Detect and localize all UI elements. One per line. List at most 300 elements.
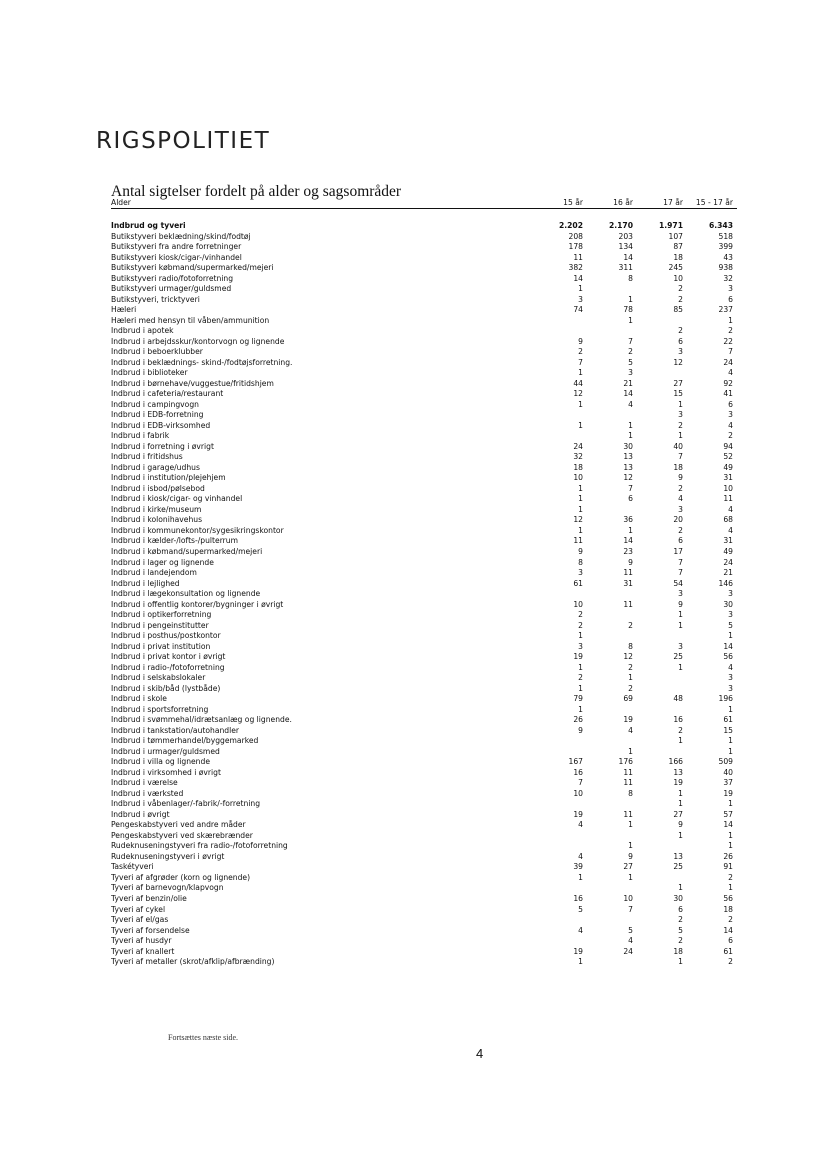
value-16 bbox=[583, 736, 633, 747]
value-15: 1 bbox=[578, 704, 583, 714]
value-16: 21 bbox=[623, 378, 633, 388]
value-16: 5 bbox=[628, 357, 633, 367]
table-row bbox=[111, 505, 737, 516]
value-16: 10 bbox=[623, 894, 633, 903]
value-total: 3 bbox=[728, 410, 733, 420]
value-17: 9 bbox=[678, 820, 683, 830]
value-15 bbox=[531, 799, 583, 810]
value-15: 3 bbox=[578, 568, 583, 578]
row-label: Indbrud i værksted bbox=[111, 788, 184, 798]
value-15 bbox=[531, 841, 583, 852]
value-17: 7 bbox=[678, 557, 683, 567]
row-label: Tyveri af cykel bbox=[111, 904, 166, 914]
value-total: 61 bbox=[723, 715, 733, 725]
value-15: 44 bbox=[573, 378, 583, 388]
value-17: 107 bbox=[668, 231, 683, 241]
value-15 bbox=[531, 915, 583, 926]
row-label: Tyveri af benzin/olie bbox=[111, 894, 187, 903]
value-total: 40 bbox=[723, 767, 733, 777]
value-15: 2 bbox=[578, 673, 583, 683]
row-label: Indbrud i EDB-forretning bbox=[111, 410, 204, 420]
value-15: 1 bbox=[578, 420, 583, 430]
value-17: 245 bbox=[668, 263, 683, 273]
table-row bbox=[111, 515, 737, 526]
value-15: 1 bbox=[578, 494, 583, 504]
value-16: 2 bbox=[628, 347, 633, 357]
value-15: 1 bbox=[578, 683, 583, 693]
table-row bbox=[111, 494, 737, 505]
table-row bbox=[111, 947, 737, 958]
value-total: 14 bbox=[723, 820, 733, 830]
value-total: 3 bbox=[728, 683, 733, 693]
value-16: 7 bbox=[628, 904, 633, 914]
value-15: 4 bbox=[578, 851, 583, 861]
value-16 bbox=[583, 957, 633, 968]
value-total: 3 bbox=[728, 610, 733, 620]
row-label: Indbrud i våbenlager/-fabrik/-forretning bbox=[111, 799, 261, 809]
table-row bbox=[111, 726, 737, 737]
table-row bbox=[111, 873, 737, 884]
row-label: Tyveri af metaller (skrot/afklip/afbrænding) bbox=[111, 957, 275, 967]
value-15: 16 bbox=[573, 767, 583, 777]
row-label: Butikstyveri, tricktyveri bbox=[111, 294, 200, 304]
value-16: 12 bbox=[623, 652, 633, 662]
value-15 bbox=[531, 410, 583, 421]
value-16: 9 bbox=[628, 557, 633, 567]
row-label: Indbrud i børnehave/vuggestue/fritidshjem bbox=[111, 378, 274, 388]
value-15: 9 bbox=[578, 725, 583, 735]
value-total: 32 bbox=[723, 273, 733, 283]
row-label: Indbrud i tømmerhandel/byggemarked bbox=[111, 736, 259, 746]
row-label: Tyveri af knallert bbox=[111, 946, 175, 956]
value-15: 19 bbox=[573, 809, 583, 819]
row-label: Indbrud i beboerklubber bbox=[111, 347, 203, 357]
value-total: 509 bbox=[718, 757, 733, 767]
value-16: 311 bbox=[618, 263, 633, 273]
section-row bbox=[111, 221, 737, 232]
value-17: 85 bbox=[673, 305, 683, 315]
table-row bbox=[111, 326, 737, 337]
value-15: 1 bbox=[578, 872, 583, 882]
value-15: 24 bbox=[573, 441, 583, 451]
table-row bbox=[111, 558, 737, 569]
value-17: 1 bbox=[678, 736, 683, 746]
value-total: 2 bbox=[728, 957, 733, 967]
logo-rigspolitiet: RIGSPOLITIET bbox=[96, 128, 271, 154]
row-label: Indbrud i garage/udhus bbox=[111, 462, 200, 472]
value-total: 18 bbox=[723, 904, 733, 914]
table-row bbox=[111, 631, 737, 642]
table-row bbox=[111, 642, 737, 653]
value-17: 1 bbox=[678, 620, 683, 630]
value-15: 61 bbox=[573, 578, 583, 588]
row-label: Indbrud i villa og lignende bbox=[111, 757, 210, 767]
value-total: 31 bbox=[723, 473, 733, 483]
value-15 bbox=[531, 326, 583, 337]
value-17: 12 bbox=[673, 357, 683, 367]
value-15: 1 bbox=[578, 525, 583, 535]
value-15: 10 bbox=[573, 473, 583, 483]
table-row bbox=[111, 526, 737, 537]
row-label: Hæleri med hensyn til våben/ammunition bbox=[111, 315, 270, 325]
row-label: Indbrud i kiosk/cigar- og vinhandel bbox=[111, 494, 243, 504]
value-16 bbox=[583, 610, 633, 621]
value-15 bbox=[531, 936, 583, 947]
row-label: Tyveri af el/gas bbox=[111, 915, 169, 925]
table-row bbox=[111, 715, 737, 726]
table-row bbox=[111, 400, 737, 411]
value-total: 4 bbox=[728, 662, 733, 672]
value-16: 1 bbox=[628, 431, 633, 441]
table-row bbox=[111, 295, 737, 306]
value-15: 9 bbox=[578, 546, 583, 556]
value-17 bbox=[633, 316, 683, 327]
value-total: 22 bbox=[723, 336, 733, 346]
value-total: 3 bbox=[728, 284, 733, 294]
row-label: Indbrud i virksomhed i øvrigt bbox=[111, 767, 221, 777]
row-label: Indbrud i arbejdsskur/kontorvogn og lignende bbox=[111, 336, 285, 346]
value-15: 11 bbox=[573, 252, 583, 262]
value-15: 1 bbox=[578, 631, 583, 641]
row-label: Indbrud i købmand/supermarked/mejeri bbox=[111, 546, 263, 556]
table-row bbox=[111, 905, 737, 916]
value-17: 7 bbox=[678, 452, 683, 462]
row-label: Indbrud i pengeinstitutter bbox=[111, 620, 209, 630]
value-16: 2 bbox=[628, 620, 633, 630]
value-16: 13 bbox=[623, 452, 633, 462]
value-total: 61 bbox=[723, 946, 733, 956]
value-15: 39 bbox=[573, 862, 583, 872]
value-16: 14 bbox=[623, 536, 633, 546]
row-label: Butikstyveri urmager/guldsmed bbox=[111, 284, 232, 294]
table-row bbox=[111, 274, 737, 285]
value-total: 4 bbox=[728, 504, 733, 514]
table-row bbox=[111, 284, 737, 295]
value-total: 37 bbox=[723, 778, 733, 788]
value-16: 12 bbox=[623, 473, 633, 483]
value-15: 1 bbox=[578, 399, 583, 409]
value-17: 25 bbox=[673, 652, 683, 662]
value-total: 2 bbox=[728, 915, 733, 925]
value-total: 2 bbox=[728, 872, 733, 882]
value-16: 11 bbox=[623, 809, 633, 819]
value-15 bbox=[531, 736, 583, 747]
value-17: 4 bbox=[678, 494, 683, 504]
value-15: 7 bbox=[578, 778, 583, 788]
value-17: 6 bbox=[678, 336, 683, 346]
row-label: Rudeknuseningstyveri i øvrigt bbox=[111, 851, 225, 861]
value-16: 1 bbox=[628, 841, 633, 851]
table-row bbox=[111, 705, 737, 716]
table-row bbox=[111, 379, 737, 390]
value-15: 2 bbox=[578, 620, 583, 630]
value-16: 6 bbox=[628, 494, 633, 504]
value-16 bbox=[583, 589, 633, 600]
value-17 bbox=[633, 747, 683, 758]
value-17: 2 bbox=[678, 420, 683, 430]
value-17: 15 bbox=[673, 389, 683, 399]
value-16: 2 bbox=[628, 683, 633, 693]
value-15: 2 bbox=[578, 347, 583, 357]
table-row bbox=[111, 841, 737, 852]
row-label: Indbrud i øvrigt bbox=[111, 809, 170, 819]
value-17: 1 bbox=[678, 957, 683, 967]
value-total: 1 bbox=[728, 841, 733, 851]
section-value-17: 1.971 bbox=[658, 221, 683, 230]
value-16: 14 bbox=[623, 389, 633, 399]
value-total: 5 bbox=[728, 620, 733, 630]
value-15: 1 bbox=[578, 957, 583, 967]
value-15: 1 bbox=[578, 662, 583, 672]
value-17: 1 bbox=[678, 662, 683, 672]
table-row bbox=[111, 337, 737, 348]
value-16: 1 bbox=[628, 420, 633, 430]
column-header-age: Alder bbox=[111, 198, 131, 207]
table-row bbox=[111, 862, 737, 873]
value-16 bbox=[583, 883, 633, 894]
row-label: Indbrud i fritidshus bbox=[111, 452, 183, 462]
value-15: 208 bbox=[568, 231, 583, 241]
value-total: 399 bbox=[718, 242, 733, 252]
value-total: 3 bbox=[728, 673, 733, 683]
row-label: Hæleri bbox=[111, 305, 137, 315]
table-row bbox=[111, 589, 737, 600]
section-value-total: 6.343 bbox=[708, 221, 733, 230]
value-total: 26 bbox=[723, 851, 733, 861]
row-label: Tyveri af barnevogn/klapvogn bbox=[111, 883, 224, 893]
row-label: Indbrud i isbod/pølsebod bbox=[111, 483, 205, 493]
value-total: 56 bbox=[723, 894, 733, 903]
value-17: 3 bbox=[678, 589, 683, 599]
value-16: 31 bbox=[623, 578, 633, 588]
value-total: 146 bbox=[718, 578, 733, 588]
value-17: 27 bbox=[673, 809, 683, 819]
value-16: 23 bbox=[623, 546, 633, 556]
value-17: 2 bbox=[678, 294, 683, 304]
value-17: 2 bbox=[678, 915, 683, 925]
value-16: 1 bbox=[628, 746, 633, 756]
value-total: 237 bbox=[718, 305, 733, 315]
table-row bbox=[111, 242, 737, 253]
table-row bbox=[111, 831, 737, 842]
table-row bbox=[111, 536, 737, 547]
value-16: 19 bbox=[623, 715, 633, 725]
value-17: 10 bbox=[673, 273, 683, 283]
table-row bbox=[111, 547, 737, 558]
value-16 bbox=[583, 831, 633, 842]
row-label: Butikstyveri radio/fotoforretning bbox=[111, 273, 234, 283]
value-15: 3 bbox=[578, 641, 583, 651]
value-15: 8 bbox=[578, 557, 583, 567]
value-16: 14 bbox=[623, 252, 633, 262]
value-16: 27 bbox=[623, 862, 633, 872]
table-row bbox=[111, 894, 737, 905]
row-label: Indbrud i lejlighed bbox=[111, 578, 180, 588]
value-15: 1 bbox=[578, 368, 583, 378]
value-total: 518 bbox=[718, 231, 733, 241]
table-row bbox=[111, 810, 737, 821]
value-17 bbox=[633, 673, 683, 684]
value-total: 91 bbox=[723, 862, 733, 872]
value-16 bbox=[583, 410, 633, 421]
row-label: Indbrud i kolonihavehus bbox=[111, 515, 203, 525]
value-17: 5 bbox=[678, 925, 683, 935]
value-15 bbox=[531, 589, 583, 600]
value-17: 13 bbox=[673, 851, 683, 861]
column-header-15: 15 år bbox=[563, 198, 583, 207]
value-total: 24 bbox=[723, 557, 733, 567]
table-row bbox=[111, 389, 737, 400]
value-total: 6 bbox=[728, 936, 733, 946]
value-15: 9 bbox=[578, 336, 583, 346]
table-row bbox=[111, 621, 737, 632]
value-17 bbox=[633, 684, 683, 695]
table-row bbox=[111, 410, 737, 421]
value-17 bbox=[633, 705, 683, 716]
row-label: Butikstyveri kiosk/cigar-/vinhandel bbox=[111, 252, 242, 262]
value-total: 21 bbox=[723, 568, 733, 578]
value-16: 134 bbox=[618, 242, 633, 252]
value-17: 2 bbox=[678, 725, 683, 735]
value-total: 4 bbox=[728, 368, 733, 378]
table-row bbox=[111, 789, 737, 800]
row-label: Butikstyveri fra andre forretninger bbox=[111, 242, 242, 252]
value-15 bbox=[531, 431, 583, 442]
value-16: 8 bbox=[628, 788, 633, 798]
row-label: Indbrud i posthus/postkontor bbox=[111, 631, 221, 641]
row-label: Indbrud i kommunekontor/sygesikringskontor bbox=[111, 525, 284, 535]
value-16: 8 bbox=[628, 641, 633, 651]
table-row bbox=[111, 915, 737, 926]
value-total: 6 bbox=[728, 294, 733, 304]
row-label: Indbrud i radio-/fotoforretning bbox=[111, 662, 225, 672]
table-row bbox=[111, 936, 737, 947]
section-value-16: 2.170 bbox=[608, 221, 633, 230]
row-label: Taskétyveri bbox=[111, 862, 154, 872]
value-15 bbox=[531, 831, 583, 842]
value-total: 56 bbox=[723, 652, 733, 662]
value-17: 3 bbox=[678, 641, 683, 651]
value-total: 1 bbox=[728, 704, 733, 714]
table-row bbox=[111, 663, 737, 674]
value-17: 2 bbox=[678, 936, 683, 946]
row-label: Indbrud i sportsforretning bbox=[111, 704, 209, 714]
row-label: Indbrud i fabrik bbox=[111, 431, 170, 441]
row-label: Pengeskabstyveri ved skærebrænder bbox=[111, 830, 253, 840]
table-row bbox=[111, 957, 737, 968]
table-row bbox=[111, 368, 737, 379]
value-total: 49 bbox=[723, 546, 733, 556]
table-row bbox=[111, 232, 737, 243]
table-body bbox=[111, 232, 737, 968]
section-value-15: 2.202 bbox=[558, 221, 583, 230]
table-row bbox=[111, 652, 737, 663]
value-total: 92 bbox=[723, 378, 733, 388]
value-17: 3 bbox=[678, 504, 683, 514]
table-row bbox=[111, 421, 737, 432]
value-16: 203 bbox=[618, 231, 633, 241]
value-17: 1 bbox=[678, 799, 683, 809]
value-total: 57 bbox=[723, 809, 733, 819]
table-row bbox=[111, 347, 737, 358]
value-total: 6 bbox=[728, 399, 733, 409]
value-15 bbox=[531, 747, 583, 758]
row-label: Tyveri af afgrøder (korn og lignende) bbox=[111, 872, 251, 882]
value-15: 19 bbox=[573, 652, 583, 662]
row-label: Indbrud i svømmehal/idrætsanlæg og lignende. bbox=[111, 715, 292, 725]
value-16: 4 bbox=[628, 399, 633, 409]
value-17: 87 bbox=[673, 242, 683, 252]
value-15: 18 bbox=[573, 462, 583, 472]
value-total: 2 bbox=[728, 326, 733, 336]
row-label: Indbrud i skib/båd (lystbåde) bbox=[111, 683, 221, 693]
value-total: 938 bbox=[718, 263, 733, 273]
table-row bbox=[111, 736, 737, 747]
value-17 bbox=[633, 873, 683, 884]
table-row bbox=[111, 579, 737, 590]
row-label: Indbrud i privat kontor i øvrigt bbox=[111, 652, 226, 662]
value-15: 3 bbox=[578, 294, 583, 304]
value-16 bbox=[583, 631, 633, 642]
value-17: 1 bbox=[678, 610, 683, 620]
value-total: 43 bbox=[723, 252, 733, 262]
value-total: 7 bbox=[728, 347, 733, 357]
table-row bbox=[111, 263, 737, 274]
value-total: 94 bbox=[723, 441, 733, 451]
value-total: 4 bbox=[728, 420, 733, 430]
value-total: 31 bbox=[723, 536, 733, 546]
table-row bbox=[111, 431, 737, 442]
value-total: 1 bbox=[728, 746, 733, 756]
value-15: 19 bbox=[573, 946, 583, 956]
value-17: 1 bbox=[678, 788, 683, 798]
value-17 bbox=[633, 631, 683, 642]
value-16 bbox=[583, 326, 633, 337]
value-15: 4 bbox=[578, 820, 583, 830]
value-17 bbox=[633, 368, 683, 379]
value-15: 1 bbox=[578, 483, 583, 493]
value-total: 11 bbox=[723, 494, 733, 504]
table-row bbox=[111, 852, 737, 863]
value-total: 196 bbox=[718, 694, 733, 704]
value-total: 1 bbox=[728, 315, 733, 325]
row-label: Indbrud i offentlig kontorer/bygninger i øvrigt bbox=[111, 599, 284, 609]
value-15: 14 bbox=[573, 273, 583, 283]
value-16: 69 bbox=[623, 694, 633, 704]
value-total: 14 bbox=[723, 641, 733, 651]
row-label: Indbrud i institution/plejehjem bbox=[111, 473, 226, 483]
value-total: 1 bbox=[728, 631, 733, 641]
value-15: 10 bbox=[573, 788, 583, 798]
column-header-16: 16 år bbox=[613, 198, 633, 207]
value-15: 1 bbox=[578, 284, 583, 294]
table-header bbox=[111, 198, 737, 209]
value-total: 1 bbox=[728, 883, 733, 893]
value-15: 382 bbox=[568, 263, 583, 273]
table-row bbox=[111, 484, 737, 495]
table-row bbox=[111, 694, 737, 705]
value-17: 40 bbox=[673, 441, 683, 451]
value-15: 74 bbox=[573, 305, 583, 315]
value-17: 25 bbox=[673, 862, 683, 872]
row-label: Indbrud i værelse bbox=[111, 778, 178, 788]
value-16: 11 bbox=[623, 767, 633, 777]
row-label: Indbrud i urmager/guldsmed bbox=[111, 746, 220, 756]
footnote: Fortsættes næste side. bbox=[168, 1033, 239, 1042]
value-17: 6 bbox=[678, 536, 683, 546]
row-label: Indbrud i campingvogn bbox=[111, 399, 199, 409]
table-row bbox=[111, 568, 737, 579]
